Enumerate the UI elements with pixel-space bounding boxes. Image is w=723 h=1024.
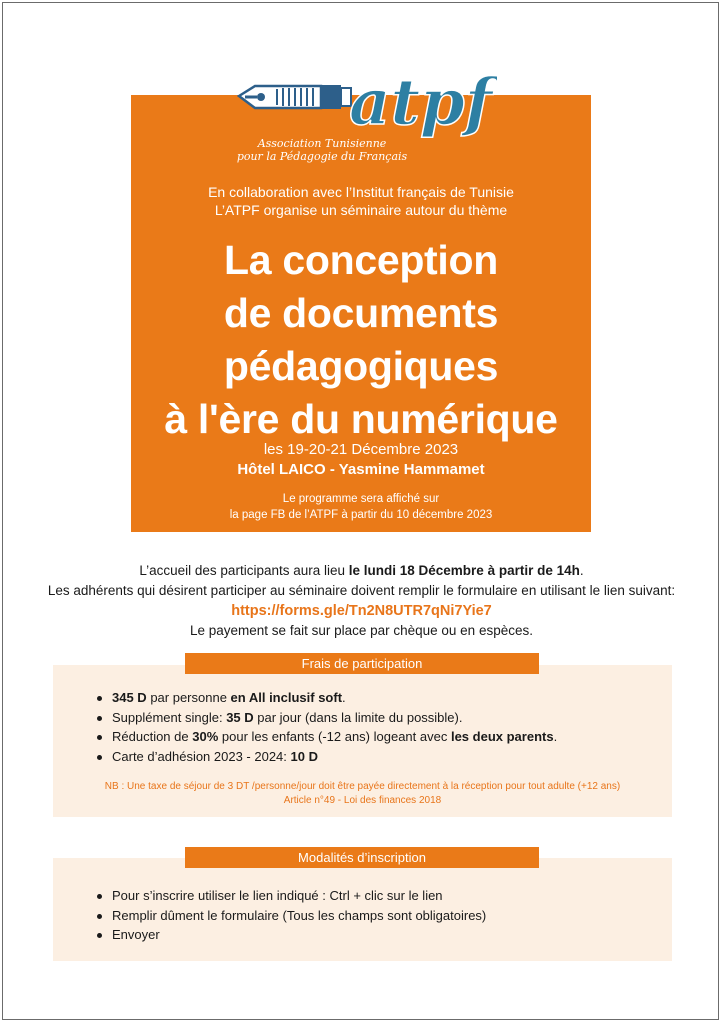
program-line1: Le programme sera affiché sur bbox=[282, 493, 440, 505]
fees-header: Frais de participation bbox=[185, 653, 539, 674]
collab-line2: L’ATPF organise un séminaire autour du thème bbox=[214, 202, 508, 218]
seminar-dates: les 19-20-21 Décembre 2023 bbox=[263, 441, 459, 458]
logo-subtitle bbox=[222, 137, 422, 163]
nb-line2: Article n°49 - Loi des finances 2018 bbox=[283, 795, 442, 806]
fees-list bbox=[94, 688, 557, 766]
inscription-item: Envoyer bbox=[94, 925, 486, 945]
program-line2: la page FB de l’ATPF à partir du 10 décembre 2023 bbox=[229, 509, 493, 521]
register-text: Les adhérents qui désirent participer au séminaire doivent remplir le formulaire en utilisant le lien suivant: bbox=[47, 583, 676, 598]
fee-item: Supplément single: 35 D par jour (dans la limite du possible). bbox=[94, 708, 557, 728]
logo-subtitle-line1: Association Tunisienne bbox=[257, 137, 387, 150]
inscription-list bbox=[94, 886, 486, 945]
seminar-venue: Hôtel LAICO - Yasmine Hammamet bbox=[237, 461, 485, 478]
inscription-item: Remplir dûment le formulaire (Tous les champs sont obligatoires) bbox=[94, 906, 486, 926]
payment-text: Le payement se fait sur place par chèque ou en espèces. bbox=[190, 623, 533, 638]
fountain-pen-nib-icon bbox=[239, 85, 351, 109]
logo-text: atpf bbox=[349, 65, 493, 140]
inscription-header: Modalités d’inscription bbox=[185, 847, 539, 868]
title-line1: La conception bbox=[223, 237, 498, 283]
fee-item: Carte d’adhésion 2023 - 2024: 10 D bbox=[94, 747, 557, 767]
atpf-logo bbox=[237, 52, 497, 142]
fee-item: Réduction de 30% pour les enfants (-12 ans) logeant avec les deux parents. bbox=[94, 727, 557, 747]
title-line2: de documents bbox=[223, 290, 499, 336]
welcome-text: L’accueil des participants aura lieu le lundi 18 Décembre à partir de 14h. bbox=[139, 563, 584, 578]
nb-line1: NB : Une taxe de séjour de 3 DT /personne/jour doit être payée directement à la réception pour tout adulte (+12 ans) bbox=[104, 781, 621, 792]
inscription-item: Pour s’inscrire utiliser le lien indiqué : Ctrl + clic sur le lien bbox=[94, 886, 486, 906]
registration-link[interactable]: https://forms.gle/Tn2N8UTR7qNi7Yie7 bbox=[231, 603, 492, 619]
seminar-title bbox=[131, 234, 591, 446]
title-line4: à l'ère du numérique bbox=[164, 396, 558, 442]
logo-subtitle-line2: pour la Pédagogie du Français bbox=[236, 150, 408, 163]
title-line3: pédagogiques bbox=[223, 343, 499, 389]
fee-item: 345 D par personne en All inclusif soft. bbox=[94, 688, 557, 708]
collab-line1: En collaboration avec l’Institut français de Tunisie bbox=[208, 184, 514, 200]
